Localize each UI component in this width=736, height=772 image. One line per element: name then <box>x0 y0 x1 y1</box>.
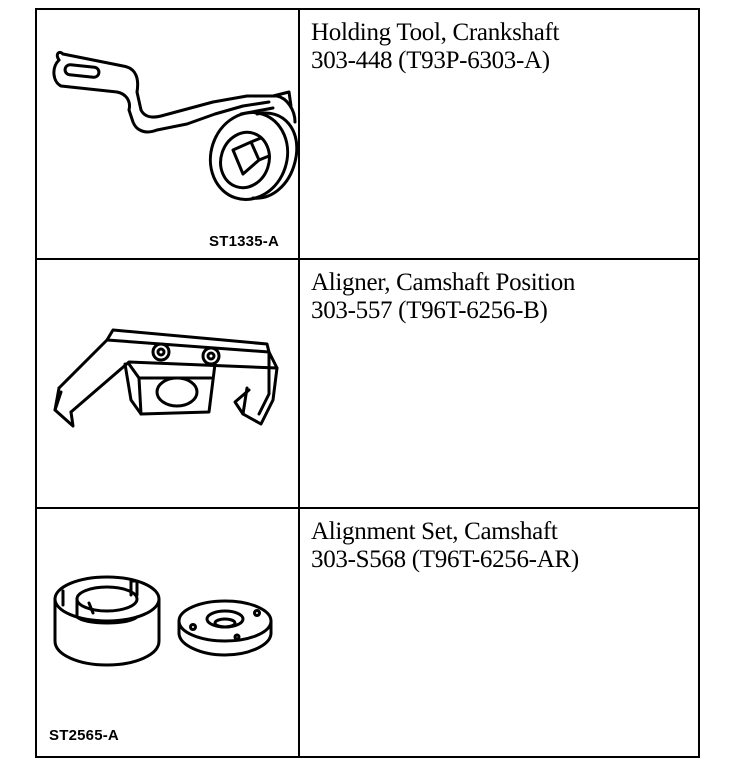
table-row <box>36 259 699 508</box>
crankshaft-holding-tool-icon <box>37 10 298 250</box>
tool-name: Holding Tool, Crankshaft <box>311 19 560 46</box>
special-tools-table <box>35 8 700 758</box>
tool-name: Alignment Set, Camshaft <box>311 518 558 545</box>
camshaft-alignment-set-icon <box>37 509 298 749</box>
table-row <box>36 508 699 757</box>
illustration-cell <box>36 259 299 508</box>
illustration-code: ST2565-A <box>49 727 119 744</box>
tool-name: Aligner, Camshaft Position <box>311 269 576 296</box>
table-row <box>36 9 699 259</box>
description-cell <box>299 508 699 757</box>
camshaft-aligner-icon <box>37 260 298 500</box>
illustration-code: ST1335-A <box>209 233 279 250</box>
tool-part-number: 303-S568 (T96T-6256-AR) <box>311 546 579 573</box>
illustration-cell <box>36 9 299 259</box>
description-cell <box>299 259 699 508</box>
illustration-cell <box>36 508 299 757</box>
tool-part-number: 303-557 (T96T-6256-B) <box>311 297 548 324</box>
description-cell <box>299 9 699 259</box>
tool-part-number: 303-448 (T93P-6303-A) <box>311 47 550 74</box>
